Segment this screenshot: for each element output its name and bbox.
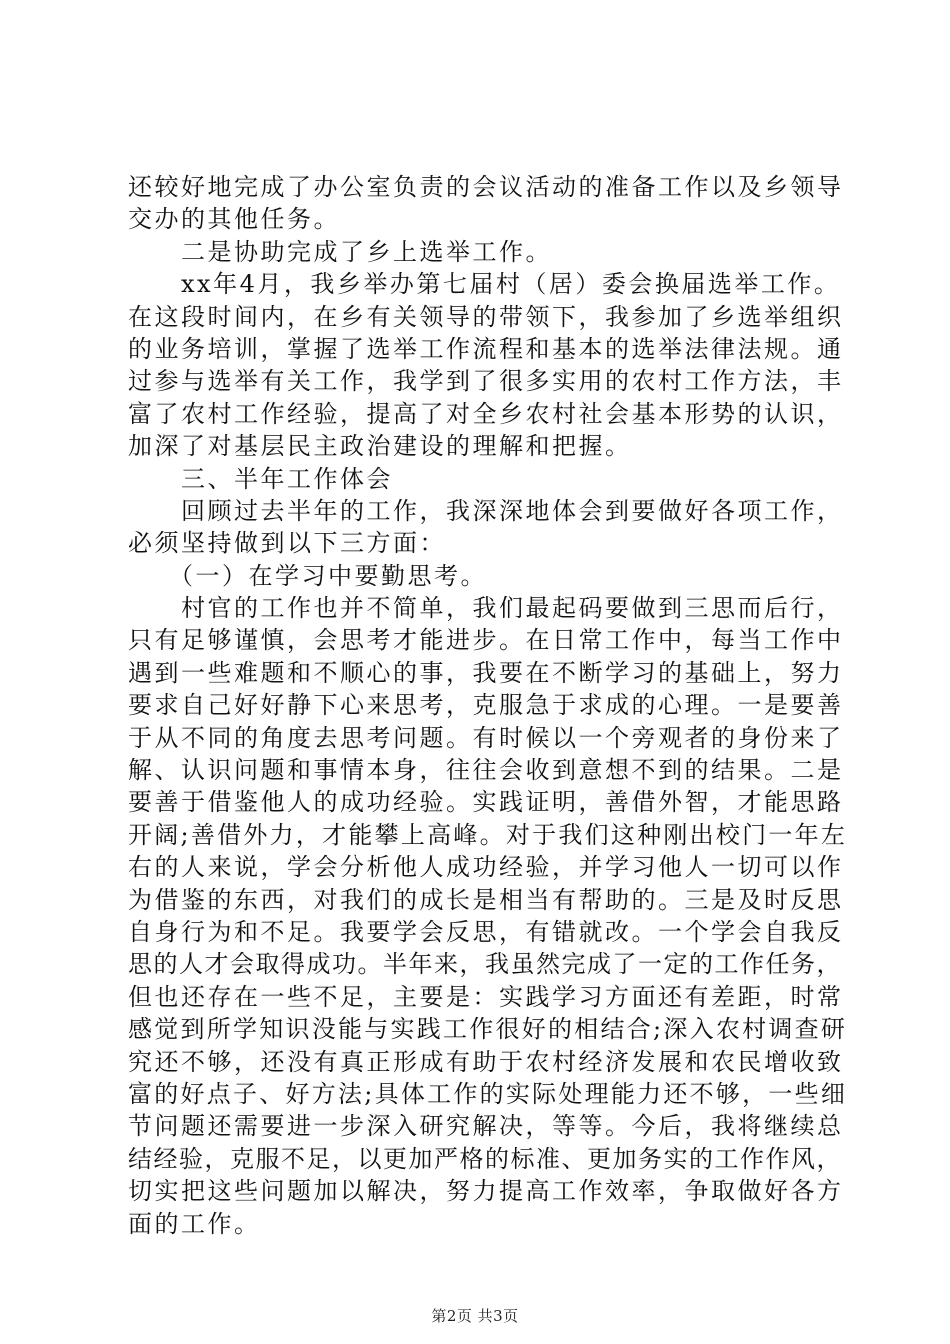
body-text <box>128 171 848 1240</box>
text-line: 结经验，克服不足，以更加严格的标准、更加务实的工作作风， <box>128 1144 842 1173</box>
text-line: 感觉到所学知识没能与实践工作很好的相结合;深入农村调查研 <box>128 1015 848 1044</box>
text-line: 解、认识问题和事情本身，往往会收到意想不到的结果。二是 <box>128 756 844 785</box>
text-line: 富的好点子、好方法;具体工作的实际处理能力还不够，一些细 <box>128 1079 848 1108</box>
text-line: 在这段时间内，在乡有关领导的带领下，我参加了乡选举组织 <box>128 302 844 331</box>
text-line: 究还不够，还没有真正形成有助于农村经济发展和农民增收致 <box>128 1047 844 1076</box>
text-line: 交办的其他任务。 <box>128 205 340 234</box>
text-line: xx年4月，我乡举办第七届村（居）委会换届选举工作。 <box>128 270 841 299</box>
text-line: 为借鉴的东西，对我们的成长是相当有帮助的。三是及时反思 <box>128 885 844 914</box>
page-footer <box>0 1306 950 1326</box>
text-line: 要求自己好好静下心来思考，克服急于求成的心理。一是要善 <box>128 691 844 720</box>
text-line: 切实把这些问题加以解决，努力提高工作效率，争取做好各方 <box>128 1177 844 1206</box>
text-line: 但也还存在一些不足，主要是：实践学习方面还有差距，时常 <box>128 982 844 1011</box>
text-line: 三、半年工作体会 <box>128 464 393 493</box>
text-line: 二是协助完成了乡上选举工作。 <box>128 237 552 266</box>
text-line: 回顾过去半年的工作，我深深地体会到要做好各项工作， <box>128 496 844 525</box>
text-line: 村官的工作也并不简单，我们最起码要做到三思而后行， <box>128 594 844 623</box>
text-line: 面的工作。 <box>128 1209 261 1238</box>
text-line: 遇到一些难题和不顺心的事，我要在不断学习的基础上，努力 <box>128 658 844 687</box>
text-line: 只有足够谨慎，会思考才能进步。在日常工作中，每当工作中 <box>128 626 844 655</box>
text-line: 自身行为和不足。我要学会反思，有错就改。一个学会自我反 <box>128 917 844 946</box>
page-number: 第2页 共3页 <box>431 1307 519 1325</box>
text-line: 加深了对基层民主政治建设的理解和把握。 <box>128 432 632 461</box>
text-line: 富了农村工作经验，提高了对全乡农村社会基本形势的认识， <box>128 399 844 428</box>
text-line: 还较好地完成了办公室负责的会议活动的准备工作以及乡领导 <box>128 173 844 201</box>
text-line: （一）在学习中要勤思考。 <box>128 561 487 590</box>
text-line: 节问题还需要进一步深入研究解决，等等。今后，我将继续总 <box>128 1112 844 1141</box>
text-line: 右的人来说，学会分析他人成功经验，并学习他人一切可以作 <box>128 853 844 882</box>
text-line: 过参与选举有关工作，我学到了很多实用的农村工作方法，丰 <box>128 367 844 396</box>
text-line: 的业务培训，掌握了选举工作流程和基本的选举法律法规。通 <box>128 334 844 363</box>
text-line: 于从不同的角度去思考问题。有时候以一个旁观者的身份来了 <box>128 723 844 752</box>
text-line: 开阔;善借外力，才能攀上高峰。对于我们这种刚出校门一年左 <box>128 820 848 849</box>
text-line: 必须坚持做到以下三方面： <box>128 529 446 558</box>
text-line: 要善于借鉴他人的成功经验。实践证明，善借外智，才能思路 <box>128 788 844 817</box>
text-line: 思的人才会取得成功。半年来，我虽然完成了一定的工作任务， <box>128 950 842 979</box>
